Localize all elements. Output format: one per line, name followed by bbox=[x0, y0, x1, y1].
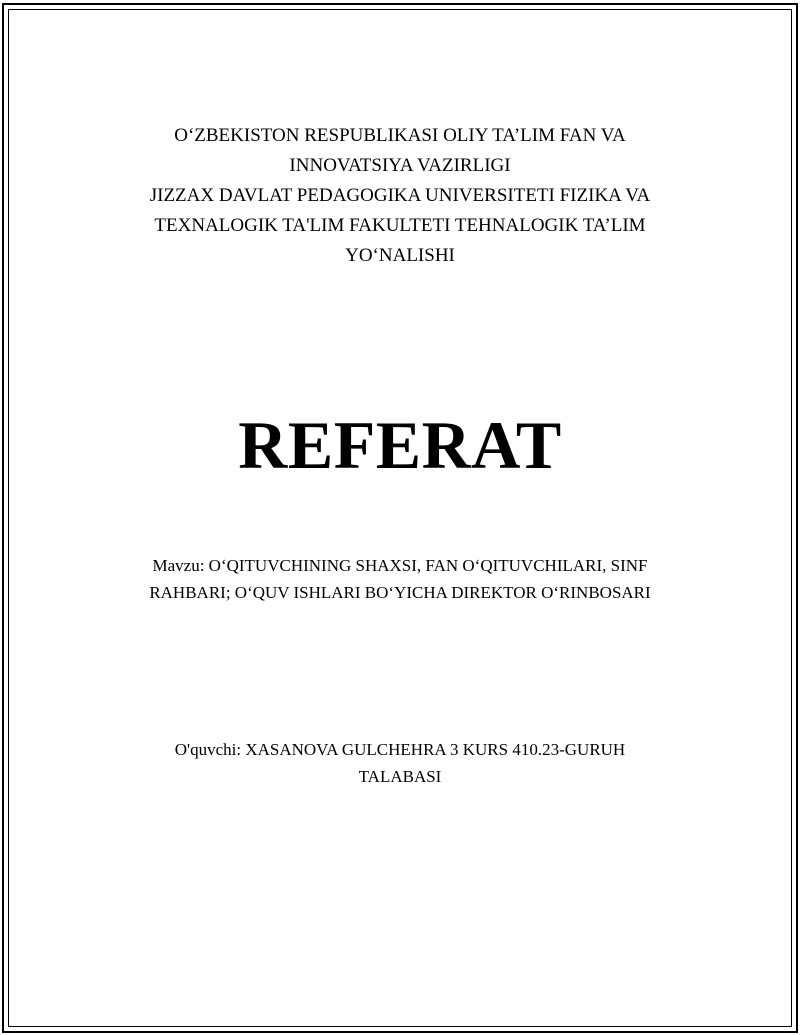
topic-line-1: Mavzu: O‘QITUVCHINING SHAXSI, FAN O‘QITUVCHILARI, SINF bbox=[152, 556, 648, 575]
header-line-direction: YO‘NALISHI bbox=[345, 245, 455, 266]
topic-line-2: RAHBARI; O‘QUV ISHLARI BO‘YICHA DIREKTOR O‘RINBOSARI bbox=[149, 583, 651, 602]
header-line-university: JIZZAX DAVLAT PEDAGOGIKA UNIVERSITETI FIZIKA VA bbox=[149, 185, 651, 206]
student-block bbox=[0, 736, 800, 790]
topic-block bbox=[0, 552, 800, 606]
institution-header bbox=[0, 121, 800, 271]
header-line-faculty: TEXNALOGIK TA'LIM FAKULTETI TEHNALOGIK TA’LIM bbox=[154, 215, 646, 236]
header-line-ministry-cont: INNOVATSIYA VAZIRLIGI bbox=[289, 155, 511, 176]
student-line-2: TALABASI bbox=[358, 767, 442, 786]
student-line-1: O'quvchi: XASANOVA GULCHEHRA 3 KURS 410.23-GURUH bbox=[174, 740, 626, 759]
document-title: REFERAT bbox=[238, 407, 562, 483]
header-line-ministry: O‘ZBEKISTON RESPUBLIKASI OLIY TA’LIM FAN VA bbox=[174, 125, 626, 146]
